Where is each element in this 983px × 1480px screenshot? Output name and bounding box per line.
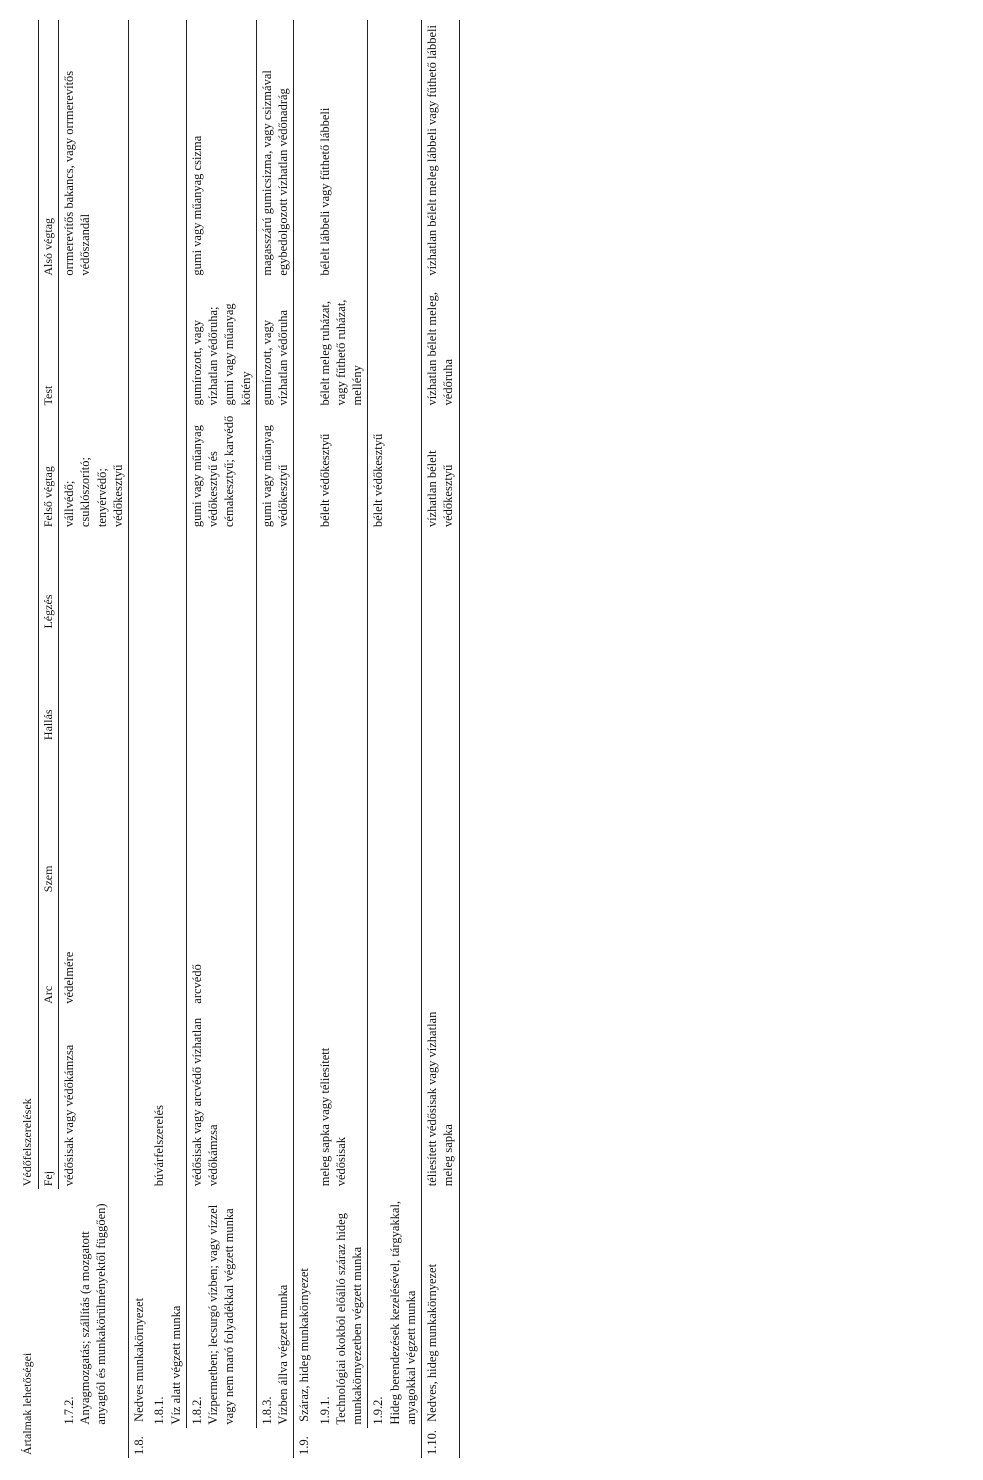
cell-felso-vegtag: vízhatlan bélelt védőkesztyű <box>422 408 460 530</box>
table-row <box>149 20 186 1458</box>
cell-felso-vegtag: bélelt védőkesztyű <box>368 408 422 530</box>
cell-felso-vegtag: gumi vagy műanyag védőkesztyű <box>256 408 294 530</box>
section-number: 1.8. <box>132 1436 147 1455</box>
cell-merged-vedelmere: védelmére <box>62 951 77 1004</box>
cell-test: gumírozott, vagy vízhatlan védőruha; gumi vagy műanyag kötény <box>186 279 256 409</box>
cell-also-vegtag: magasszárú gumicsizma, vagy csizmával egybedolgozott vízhatlan védőnadrág <box>256 20 294 279</box>
table-row <box>422 20 460 1458</box>
row-title: Technológiai okokból előálló száraz hideg munkakörnyezetben végzett munka <box>333 1213 365 1425</box>
column-header-also-vegtag: Alsó végtag <box>38 20 59 279</box>
table-row <box>186 20 256 1458</box>
row-title: Vízpermetben; lecsurgó vízben; vagy vízzel vagy nem maró folyadékkal végzett munka <box>206 1204 237 1425</box>
row-number: 1.9.1. <box>317 1396 332 1425</box>
table-row <box>368 20 422 1458</box>
row-number: 1.8.1. <box>152 1396 167 1425</box>
table-row <box>59 20 129 1458</box>
cell-test: gumírozott, vagy vízhatlan védőruha <box>256 279 294 409</box>
cell-also-vegtag: gumi vagy műanyag csizma <box>186 20 256 279</box>
cell-also-vegtag: orrmerevítős bakancs, vagy orrmerevítős védőszandál <box>62 70 93 276</box>
row-title: Anyagmozgatás; szállítás (a mozgatott anyagtól és munkakörülményektől függően) <box>77 1203 109 1425</box>
row-number: 1.7.2. <box>61 1396 76 1425</box>
section-title: Nedves munkakörnyezet <box>132 1297 147 1422</box>
column-header-hallas: Hallás <box>38 632 59 744</box>
row-number: 1.8.2. <box>189 1396 204 1425</box>
cell-fej: meleg sapka vagy téliesített védősisak <box>317 1047 348 1187</box>
row-title: Víz alatt végzett munka <box>168 1305 183 1425</box>
cell-felso-vegtag: bélelt védőkesztyű <box>317 433 332 528</box>
cell-fej: védősisak vagy arcvédő vízhatlan védőkámzsa <box>186 1007 256 1190</box>
cell-arc: arcvédő <box>186 895 256 1007</box>
cell-fej: téliesített védősisak vagy vízhatlan meleg sapka <box>422 1007 460 1190</box>
section-title: Száraz, hideg munkakörnyezet <box>297 1268 312 1422</box>
header-vedofelszerelesek: Védőfelszerelések <box>18 20 38 1189</box>
cell-test: vízhatlan bélelt meleg, védőruha <box>422 279 460 409</box>
cell-test: bélelt meleg ruházat, vagy fűthető ruházat, mellény <box>317 299 365 406</box>
column-header-test: Test <box>38 279 59 409</box>
header-artalmak: Ártalmak lehetőségei <box>20 1352 34 1455</box>
cell-fej: védősisak vagy védőkámzsa <box>62 1044 77 1187</box>
column-header-legzes: Légzés <box>38 530 59 631</box>
table-row <box>256 20 294 1458</box>
section-title: Nedves, hideg munkakörnyezet <box>425 1263 440 1422</box>
section-row <box>129 20 150 1458</box>
cell-merged-buvarfelszereles: búvárfelszerelés <box>152 1105 167 1187</box>
section-row <box>294 20 315 1458</box>
row-title: Vízben állva végzett munka <box>276 1284 291 1425</box>
row-number: 1.8.3. <box>259 1396 274 1425</box>
row-title: Hideg berendezések kezelésével, tárgyakkal, anyagokkal végzett munka <box>387 1200 418 1425</box>
cell-felso-vegtag: vállvédő; csuklószorító; tenyérvédő; védőkesztyű <box>62 456 125 528</box>
section-number: 1.9. <box>297 1436 312 1455</box>
column-header-arc: Arc <box>38 895 59 1007</box>
section-number: 1.10. <box>425 1430 440 1455</box>
table-row <box>315 20 368 1458</box>
cell-felso-vegtag: gumi vagy műanyag védőkesztyű és cémakesztyű; karvédő <box>186 408 256 530</box>
column-header-fej: Fej <box>38 1007 59 1190</box>
column-header-szem: Szem <box>38 743 59 895</box>
column-header-felso-vegtag: Felső végtag <box>38 408 59 530</box>
protective-equipment-table <box>18 20 460 1458</box>
cell-also-vegtag: bélelt lábbeli vagy fűthető lábbeli <box>317 107 332 276</box>
row-number: 1.9.2. <box>371 1396 386 1425</box>
cell-also-vegtag: vízhatlan bélelt meleg lábbeli vagy fűthető lábbeli <box>422 20 460 279</box>
